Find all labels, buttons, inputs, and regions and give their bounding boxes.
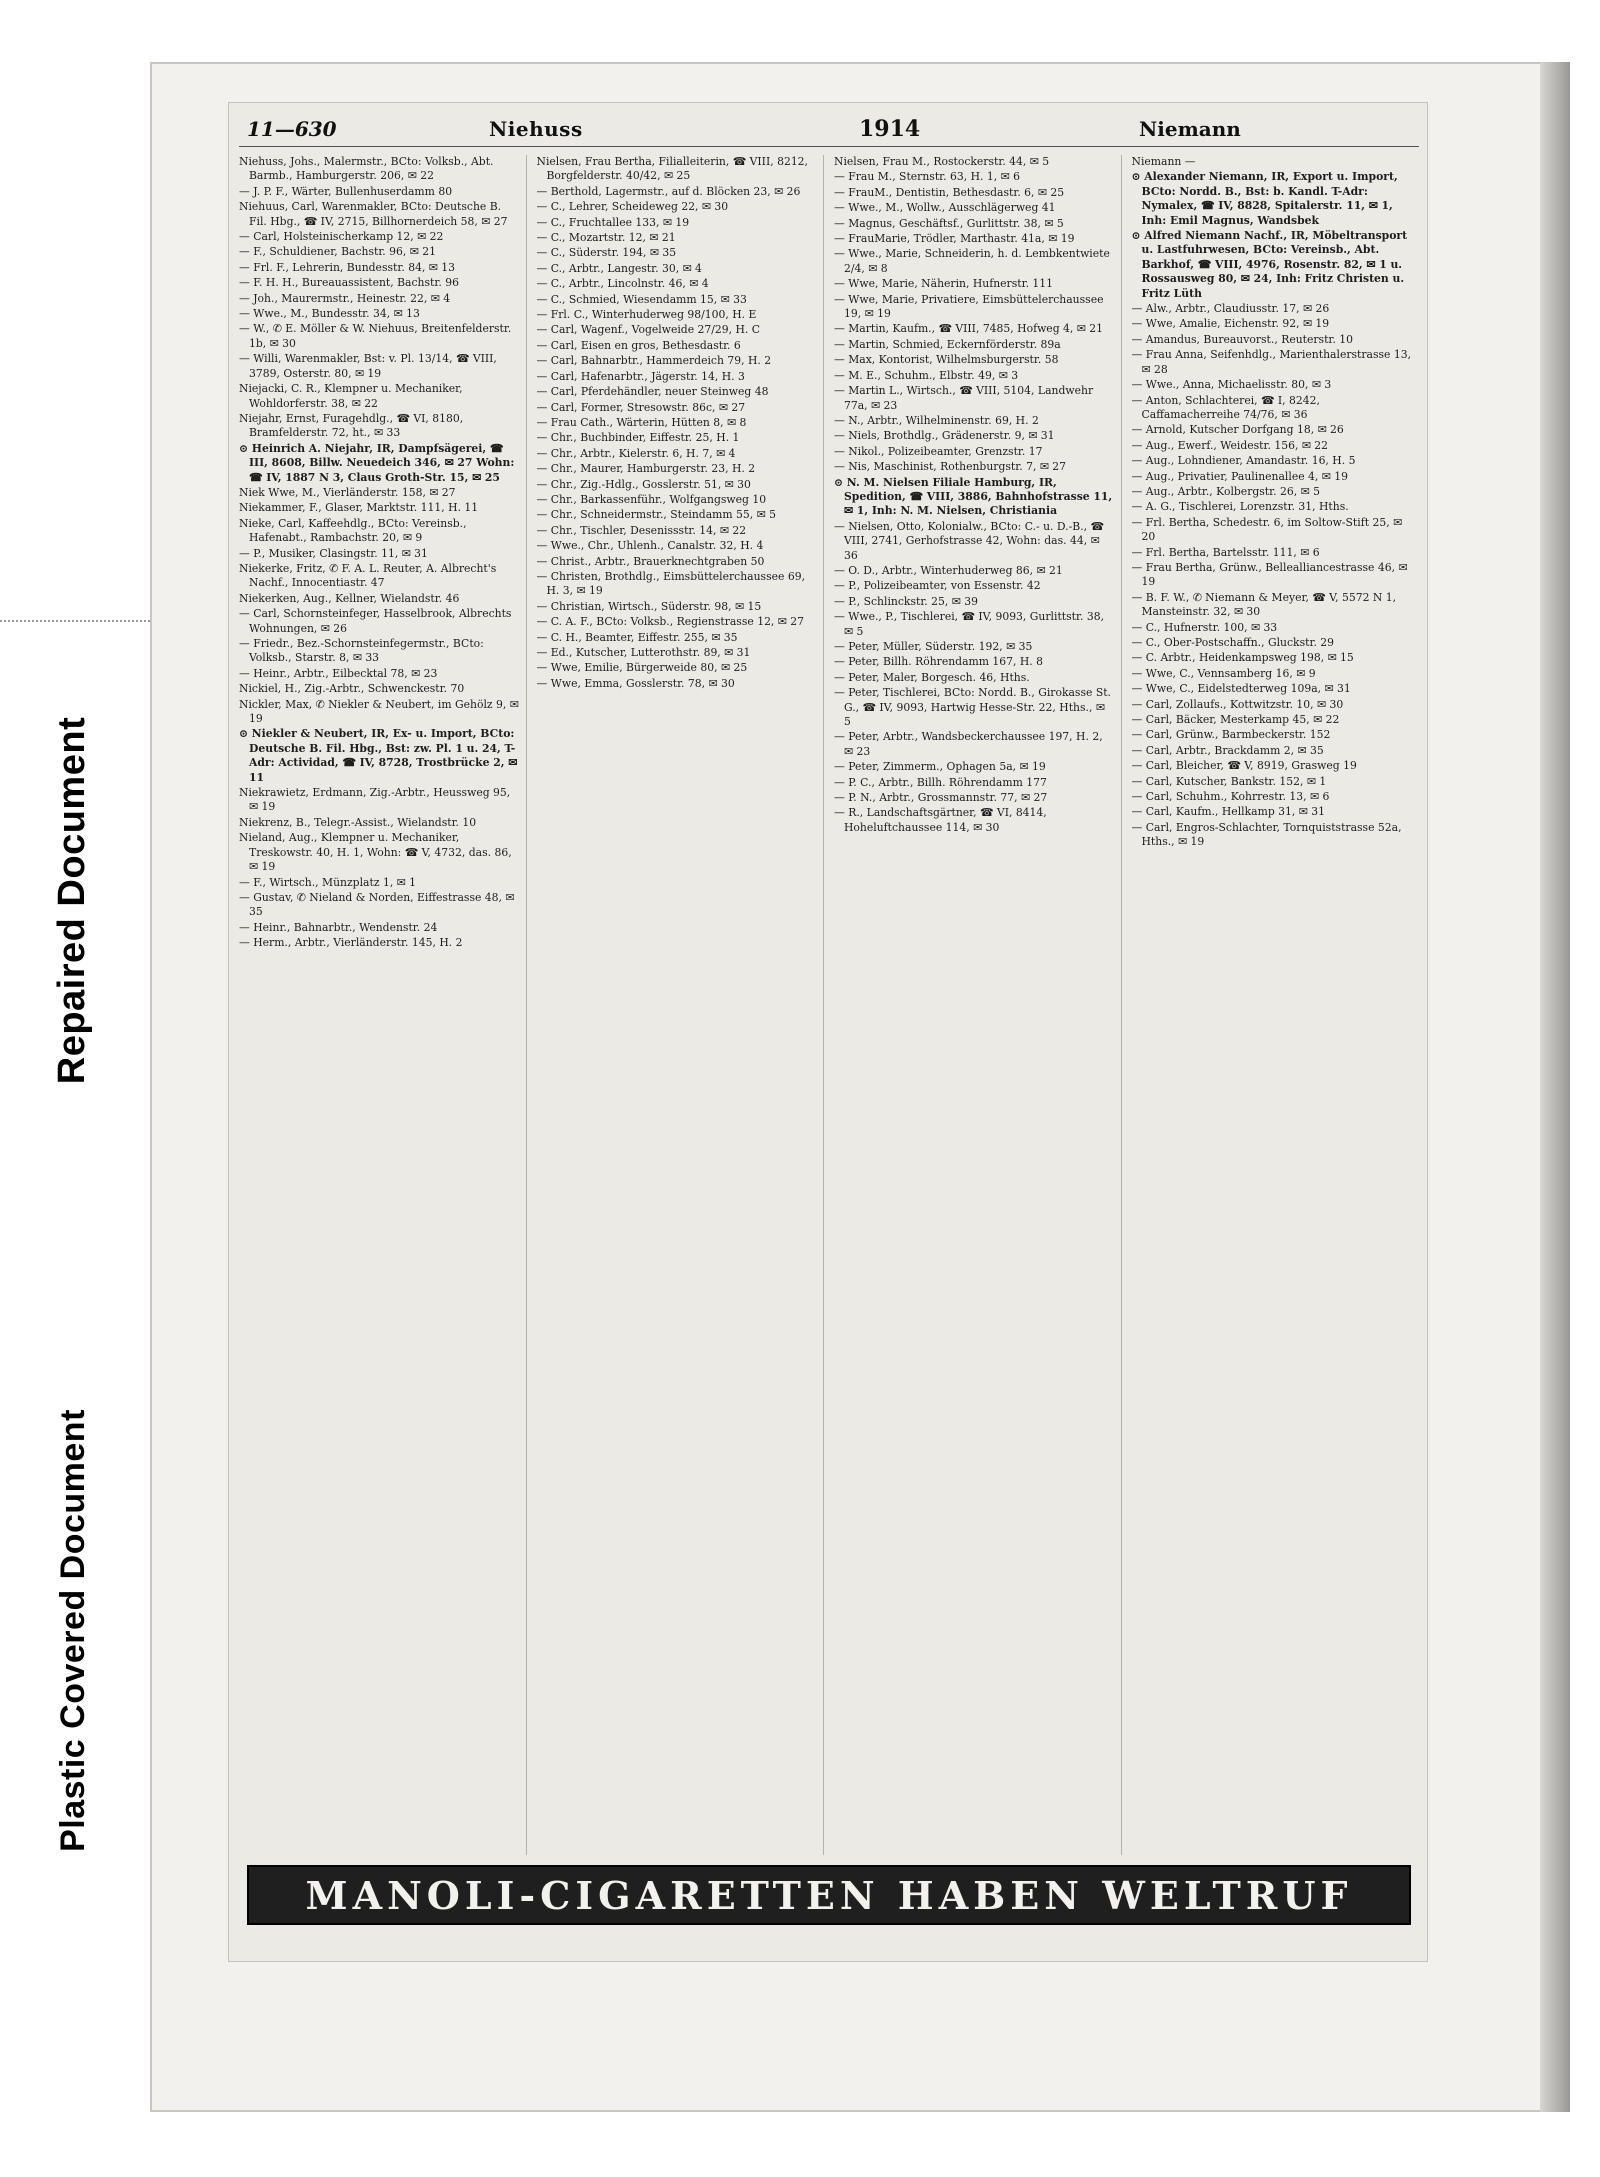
directory-entry: — Chr., Barkassenführ., Wolfgangsweg 10 [536,492,767,506]
directory-page [228,102,1428,1962]
directory-entry: — B. F. W., ✆ Niemann & Meyer, ☎ V, 5572 N 1, Mansteinstr. 32, ✉ 30 [1131,590,1397,619]
directory-entry: — Christ., Arbtr., Brauerknechtgraben 50 [536,554,765,568]
directory-entry: — Wwe, C., Eidelstedterweg 109a, ✉ 31 [1131,682,1351,696]
directory-entry: — P., Musiker, Clasingstr. 11, ✉ 31 [239,546,428,560]
directory-entry: Nielsen, Frau M., Rostockerstr. 44, ✉ 5 [834,155,1050,168]
directory-entry: — Carl, Hafenarbtr., Jägerstr. 14, H. 3 [536,369,745,383]
directory-entry: Niek Wwe, M., Vierländerstr. 158, ✉ 27 [239,485,456,499]
directory-entry: Nielsen, Frau Bertha, Filialleiterin, ☎ VIII, 8212, Borgfelderstr. 40/42, ✉ 25 [536,155,808,183]
directory-entry: — Ed., Kutscher, Lutterothstr. 89, ✉ 31 [536,646,751,659]
directory-entry: — P., Polizeibeamter, von Essenstr. 42 [834,579,1041,593]
directory-entry: — Wwe, C., Vennsamberg 16, ✉ 9 [1131,666,1316,680]
directory-entry: — Chr., Schneidermstr., Steindamm 55, ✉ 5 [536,508,776,522]
directory-entry: — Frl. F., Lehrerin, Bundesstr. 84, ✉ 13 [239,260,456,274]
directory-entry: — Wwe, Emilie, Bürgerweide 80, ✉ 25 [536,661,748,675]
directory-entry: — C., Hufnerstr. 100, ✉ 33 [1131,620,1278,634]
directory-entry: — Christen, Brothdlg., Eimsbüttelerchaussee 69, H. 3, ✉ 19 [536,569,806,598]
directory-entry: — Wwe, Emma, Gosslerstr. 78, ✉ 30 [536,676,735,690]
directory-entry: — Chr., Buchbinder, Eiffestr. 25, H. 1 [536,431,740,445]
directory-entry: — Aug., Lohndiener, Amandastr. 16, H. 5 [1131,454,1356,468]
directory-entry: — Wwe, Marie, Privatiere, Eimsbüttelerchaussee 19, ✉ 19 [834,292,1104,321]
header-catchword-left: Niehuss [489,116,583,141]
directory-entry: — FrauMarie, Trödler, Marthastr. 41a, ✉ 19 [834,232,1075,246]
directory-entry: — Martin, Kaufm., ☎ VIII, 7485, Hofweg 4, ✉ 21 [834,322,1103,336]
directory-entry: — Nikol., Polizeibeamter, Grenzstr. 17 [834,444,1043,458]
directory-entry: — Carl, Pferdehändler, neuer Steinweg 48 [536,385,769,399]
page-header [239,111,1419,147]
directory-entry: — Chr., Maurer, Hamburgerstr. 23, H. 2 [536,462,756,476]
directory-entry: — Carl, Former, Stresowstr. 86c, ✉ 27 [536,400,746,414]
directory-entry: — P., Schlinckstr. 25, ✉ 39 [834,594,978,608]
directory-entry: Nickler, Max, ✆ Niekler & Neubert, im Gehölz 9, ✉ 19 [239,697,519,726]
directory-entry: — Wwe, Marie, Näherin, Hufnerstr. 111 [834,277,1054,291]
directory-entry: — P. N., Arbtr., Grossmannstr. 77, ✉ 27 [834,791,1048,805]
directory-entry: — Peter, Tischlerei, BCto: Nordd. B., Girokasse St. G., ☎ IV, 9093, Hartwig Hesse-Str. 22, Hths., ✉ 5 [834,686,1111,729]
directory-entry: — Aug., Ewerf., Weidestr. 156, ✉ 22 [1131,438,1329,452]
directory-entry: — Wwe., Anna, Michaelisstr. 80, ✉ 3 [1131,378,1332,392]
directory-entry: — Chr., Arbtr., Kielerstr. 6, H. 7, ✉ 4 [536,446,736,460]
directory-entry: — Amandus, Bureauvorst., Reuterstr. 10 [1131,332,1354,346]
directory-entry: — Carl, Wagenf., Vogelweide 27/29, H. C [536,323,761,337]
directory-entry: — Frau M., Sternstr. 63, H. 1, ✉ 6 [834,170,1020,184]
directory-entry: — Carl, Schornsteinfeger, Hasselbrook, Albrechts Wohnungen, ✉ 26 [239,607,512,635]
page-number: 11—630 [247,116,337,141]
directory-entry: Niemann — [1131,155,1196,168]
directory-entry: — Frau Bertha, Grünw., Bellealliancestrasse 46, ✉ 19 [1131,560,1408,589]
directory-entry: — Max, Kontorist, Wilhelmsburgerstr. 58 [834,353,1059,367]
directory-entry: — Carl, Kutscher, Bankstr. 152, ✉ 1 [1131,774,1327,788]
directory-entry: — Wwe., Marie, Schneiderin, h. d. Lembkentwiete 2/4, ✉ 8 [834,247,1110,275]
repaired-document-text: Repaired Document [51,716,94,1084]
directory-entry: — FrauM., Dentistin, Bethesdastr. 6, ✉ 25 [834,185,1065,199]
directory-entry: — Willi, Warenmakler, Bst: v. Pl. 13/14, ☎ VIII, 3789, Osterstr. 80, ✉ 19 [239,352,497,380]
directory-entry: Niehuus, Carl, Warenmakler, BCto: Deutsche B. Fil. Hbg., ☎ IV, 2715, Billhornerdeich 58, ✉ 27 [239,200,508,228]
directory-entry: — Gustav, ✆ Nieland & Norden, Eiffestrasse 48, ✉ 35 [239,890,515,919]
advertisement-banner [247,1865,1411,1925]
directory-entry: ⊙ Heinrich A. Niejahr, IR, Dampfsägerei, ☎ III, 8608, Billw. Neuedeich 346, ✉ 27 Wohn: ☎ IV, 1887 N 3, Claus Groth-Str. 15, ✉ 25 [239,441,515,484]
advertisement-text: MANOLI-CIGARETTEN HABEN WELTRUF [305,1872,1353,1918]
plastic-covered-document-label [18,1230,128,2030]
directory-entry: — Heinr., Arbtr., Eilbecktal 78, ✉ 23 [239,666,438,680]
directory-entry: — C., Ober-Postschaffn., Gluckstr. 29 [1131,636,1335,649]
directory-entry: — Carl, Holsteinischerkamp 12, ✉ 22 [239,230,444,244]
directory-entry: — Frl. Bertha, Schedestr. 6, im Soltow-Stift 25, ✉ 20 [1131,515,1403,544]
directory-entry: — Alw., Arbtr., Claudiusstr. 17, ✉ 26 [1131,302,1330,316]
directory-entry: — C., Süderstr. 194, ✉ 35 [536,246,677,260]
directory-entry: — Peter, Zimmerm., Ophagen 5a, ✉ 19 [834,760,1046,774]
directory-entry: ⊙ Alfred Niemann Nachf., IR, Möbeltransport u. Lastfuhrwesen, BCto: Vereinsb., Abt. Barkhof, ☎ VIII, 4976, Rosenstr. 82, ✉ 1 u. Rossausweg 80, ✉ 24, Inh: Fritz Christen u. Fritz Lüth [1131,229,1408,300]
directory-entry: — C. Arbtr., Heidenkampsweg 198, ✉ 15 [1131,651,1354,665]
directory-entry: — Arnold, Kutscher Dorfgang 18, ✉ 26 [1131,423,1344,437]
directory-entry: Niekammer, F., Glaser, Marktstr. 111, H. 11 [239,501,479,515]
directory-entry: — Frl. C., Winterhuderweg 98/100, H. E [536,308,757,322]
directory-entry: — Nielsen, Otto, Kolonialw., BCto: C.- u. D.-B., ☎ VIII, 2741, Gerhofstrasse 42, Wohn: das. 44, ✉ 36 [834,519,1104,562]
directory-entry: — Friedr., Bez.-Schornsteinfegermstr., BCto: Volksb., Starstr. 8, ✉ 33 [239,637,484,665]
directory-entry: — Carl, Zollaufs., Kottwitzstr. 10, ✉ 30 [1131,697,1344,711]
directory-entry: — C., Mozartstr. 12, ✉ 21 [536,231,676,245]
directory-entry: — Aug., Privatier, Paulinenallee 4, ✉ 19 [1131,469,1349,483]
directory-column-2 [537,155,825,1855]
directory-entry: — Peter, Müller, Süderstr. 192, ✉ 35 [834,640,1033,653]
directory-entry: — Wwe., M., Wollw., Ausschlägerweg 41 [834,201,1056,215]
directory-entry: Niejahr, Ernst, Furagehdlg., ☎ VI, 8180, Bramfelderstr. 72, ht., ✉ 33 [239,411,464,440]
directory-entry: — F. H. H., Bureauassistent, Bachstr. 96 [239,276,459,290]
directory-entry: Nieke, Carl, Kaffeehdlg., BCto: Vereinsb., Hafenabt., Rambachstr. 20, ✉ 9 [239,516,467,545]
directory-entry: Nieland, Aug., Klempner u. Mechaniker, Treskowstr. 40, H. 1, Wohn: ☎ V, 4732, das. 86, ✉ 19 [239,831,512,874]
directory-column-3 [834,155,1122,1855]
directory-entry: — Wwe., M., Bundesstr. 34, ✉ 13 [239,307,420,321]
directory-entry: — C. A. F., BCto: Volksb., Regienstrasse 12, ✉ 27 [536,615,805,629]
directory-entry: Niekrawietz, Erdmann, Zig.-Arbtr., Heussweg 95, ✉ 19 [239,786,511,814]
directory-entry: — Carl, Bäcker, Mesterkamp 45, ✉ 22 [1131,713,1340,727]
directory-entry: ⊙ Niekler & Neubert, IR, Ex- u. Import, BCto: Deutsche B. Fil. Hbg., Bst: zw. Pl. 1 u. 24, T-Adr: Actividad, ☎ IV, 8728, Trostbrücke 2, ✉ 11 [239,727,518,784]
scanned-sheet [150,62,1570,2112]
directory-entry: — Wwe., P., Tischlerei, ☎ IV, 9093, Gurlittstr. 38, ✉ 5 [834,610,1105,638]
directory-entry: — C., Fruchtallee 133, ✉ 19 [536,215,690,229]
directory-entry: — Joh., Maurermstr., Heinestr. 22, ✉ 4 [239,291,451,305]
directory-entry: — Herm., Arbtr., Vierländerstr. 145, H. 2 [239,936,463,950]
directory-column-1 [239,155,527,1855]
directory-entry: — O. D., Arbtr., Winterhuderweg 86, ✉ 21 [834,563,1063,577]
directory-entry: Niekrenz, B., Telegr.-Assist., Wielandstr. 10 [239,815,477,829]
repaired-document-label [18,600,128,1200]
directory-entry: — Carl, Bleicher, ☎ V, 8919, Grasweg 19 [1131,759,1357,773]
directory-entry: — M. E., Schuhm., Elbstr. 49, ✉ 3 [834,368,1019,382]
directory-entry: — Chr., Zig.-Hdlg., Gosslerstr. 51, ✉ 30 [536,477,751,491]
header-catchword-right: Niemann [1139,116,1241,141]
directory-entry: — F., Wirtsch., Münzplatz 1, ✉ 1 [239,875,417,889]
directory-entry: Niekerken, Aug., Kellner, Wielandstr. 46 [239,591,460,605]
directory-entry: — W., ✆ E. Möller & W. Niehuus, Breitenfelderstr. 1b, ✉ 30 [239,322,512,350]
directory-column-4 [1132,155,1420,1855]
directory-entry: ⊙ N. M. Nielsen Filiale Hamburg, IR, Spedition, ☎ VIII, 3886, Bahnhofstrasse 11, ✉ 1, Inh: N. M. Nielsen, Christiania [834,475,1113,518]
directory-entry: — F., Schuldiener, Bachstr. 96, ✉ 21 [239,245,436,259]
directory-entry: — Frau Anna, Seifenhdlg., Marienthalerstrasse 13, ✉ 28 [1131,348,1412,376]
directory-entry: — R., Landschaftsgärtner, ☎ VI, 8414, Hoheluftchaussee 114, ✉ 30 [834,806,1047,834]
directory-entry: — C., Arbtr., Langestr. 30, ✉ 4 [536,261,702,275]
directory-entry: — N., Arbtr., Wilhelminenstr. 69, H. 2 [834,413,1039,427]
directory-entry: — Carl, Schuhm., Kohrrestr. 13, ✉ 6 [1131,790,1330,804]
directory-entry: — Nis, Maschinist, Rothenburgstr. 7, ✉ 27 [834,460,1067,474]
directory-entry: Niejacki, C. R., Klempner u. Mechaniker, Wohldorferstr. 38, ✉ 22 [239,382,463,410]
directory-entry: — Carl, Kaufm., Hellkamp 31, ✉ 31 [1131,805,1325,819]
directory-entry: — Carl, Grünw., Barmbeckerstr. 152 [1131,728,1331,742]
directory-entry: — J. P. F., Wärter, Bullenhuserdamm 80 [239,184,453,198]
directory-entry: — Anton, Schlachterei, ☎ I, 8242, Caffamacherreihe 74/76, ✉ 36 [1131,393,1320,421]
directory-entry: — Frl. Bertha, Bartelsstr. 111, ✉ 6 [1131,545,1320,559]
header-year: 1914 [859,115,921,142]
directory-entry: — Martin L., Wirtsch., ☎ VIII, 5104, Landwehr 77a, ✉ 23 [834,384,1094,412]
directory-entry: — Carl, Engros-Schlachter, Tornquiststrasse 52a, Hths., ✉ 19 [1131,820,1402,849]
directory-entry: — Wwe., Chr., Uhlenh., Canalstr. 32, H. 4 [536,539,764,553]
directory-entry: — Heinr., Bahnarbtr., Wendenstr. 24 [239,920,438,934]
directory-entry: — Magnus, Geschäftsf., Gurlittstr. 38, ✉ 5 [834,216,1064,230]
directory-entry: — Niels, Brothdlg., Grädenerstr. 9, ✉ 31 [834,429,1055,443]
directory-entry: ⊙ Alexander Niemann, IR, Export u. Import, BCto: Nordd. B., Bst: b. Kandl. T-Adr: Nymalex, ☎ IV, 8828, Spitalerstr. 11, ✉ 1, Inh: Emil Magnus, Wandsbek [1131,170,1398,227]
directory-entry: — Carl, Bahnarbtr., Hammerdeich 79, H. 2 [536,354,772,368]
directory-columns [239,155,1419,1855]
directory-entry: Nickiel, H., Zig.-Arbtr., Schwenckestr. 70 [239,682,465,696]
directory-entry: Niekerke, Fritz, ✆ F. A. L. Reuter, A. Albrecht's Nachf., Innocentiastr. 47 [239,561,497,590]
directory-entry: — Berthold, Lagermstr., auf d. Blöcken 23, ✉ 26 [536,184,801,198]
directory-entry: — Carl, Arbtr., Brackdamm 2, ✉ 35 [1131,743,1324,757]
directory-entry: Niehuss, Johs., Malermstr., BCto: Volksb., Abt. Barmb., Hamburgerstr. 206, ✉ 22 [239,155,494,183]
directory-entry: — Christian, Wirtsch., Süderstr. 98, ✉ 15 [536,599,762,613]
directory-entry: — Wwe, Amalie, Eichenstr. 92, ✉ 19 [1131,317,1330,331]
directory-entry: — Chr., Tischler, Desenissstr. 14, ✉ 22 [536,523,747,537]
directory-entry: — C., Arbtr., Lincolnstr. 46, ✉ 4 [536,277,709,291]
directory-entry: — Aug., Arbtr., Kolbergstr. 26, ✉ 5 [1131,484,1320,498]
sheet-binding-shadow [1540,62,1570,2112]
plastic-covered-document-text: Plastic Covered Document [53,1408,92,1852]
directory-entry: — Frau Cath., Wärterin, Hütten 8, ✉ 8 [536,415,747,429]
directory-entry: — A. G., Tischlerei, Lorenzstr. 31, Hths. [1131,500,1349,514]
directory-entry: — Peter, Billh. Röhrendamm 167, H. 8 [834,655,1044,669]
directory-entry: — Peter, Arbtr., Wandsbeckerchaussee 197, H. 2, ✉ 23 [834,730,1103,758]
directory-entry: — Carl, Eisen en gros, Bethesdastr. 6 [536,338,741,352]
directory-entry: — Peter, Maler, Borgesch. 46, Hths. [834,670,1030,684]
directory-entry: — C. H., Beamter, Eiffestr. 255, ✉ 35 [536,630,738,644]
directory-entry: — Martin, Schmied, Eckernförderstr. 89a [834,337,1061,351]
directory-entry: — C., Schmied, Wiesendamm 15, ✉ 33 [536,292,747,306]
directory-entry: — C., Lehrer, Scheideweg 22, ✉ 30 [536,200,729,214]
directory-entry: — P. C., Arbtr., Billh. Röhrendamm 177 [834,775,1047,789]
